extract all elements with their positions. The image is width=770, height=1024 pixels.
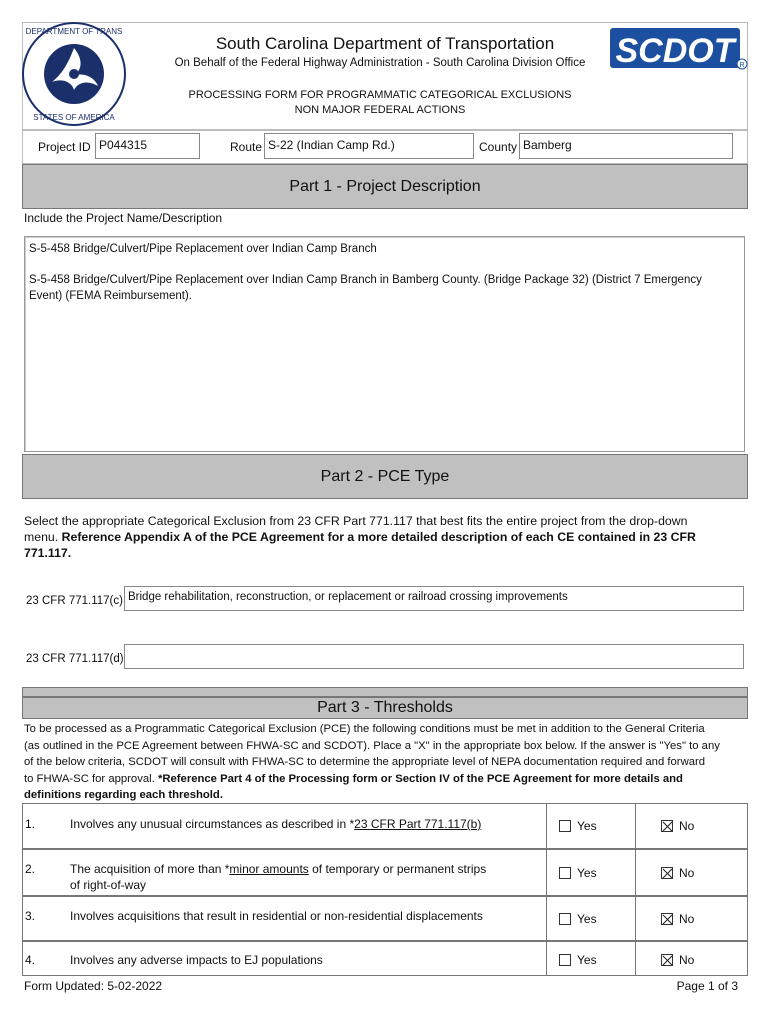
description-line2: S-5-458 Bridge/Culvert/Pipe Replacement over Indian Camp Branch in Bamberg County. (Bridge Package 32) (District 7 Emergency: [29, 274, 702, 286]
no-label: No: [679, 819, 695, 833]
threshold-num: 3.: [25, 909, 36, 923]
svg-text:STATES OF AMERICA: STATES OF AMERICA: [33, 113, 115, 122]
yes-label: Yes: [577, 953, 597, 967]
threshold-text: [70, 816, 481, 832]
yes-option[interactable]: [559, 865, 597, 881]
part3-intro-line4b: *Reference Part 4 of the Processing form or Section IV of the PCE Agreement for more details and: [157, 772, 683, 785]
no-checkbox-checked[interactable]: [661, 867, 673, 879]
col-divider: [635, 850, 636, 895]
part2-instr-line1: Select the appropriate Categorical Exclusion from 23 CFR Part 771.117 that best fits the entire project from the drop-down: [24, 514, 688, 528]
part2-instr-line2b: Reference Appendix A of the PCE Agreement for a more detailed description of each CE contained in 23 CFR: [61, 530, 696, 544]
svg-text:SCDOT: SCDOT: [615, 32, 735, 70]
no-option[interactable]: [661, 952, 694, 968]
col-divider: [546, 850, 547, 895]
yes-checkbox[interactable]: [559, 954, 571, 966]
part3-intro-line5-text: definitions regarding each threshold.: [24, 789, 223, 801]
threshold-num: 4.: [25, 953, 36, 967]
part2-title: Part 2 - PCE Type: [320, 468, 450, 485]
form-title: [150, 88, 610, 118]
part3-top-rule: [22, 687, 748, 697]
part3-intro: [24, 721, 748, 804]
part2-instr-line2: [24, 529, 746, 545]
threshold-text-line2: of right-of-way: [70, 878, 147, 892]
usdot-seal: [20, 20, 128, 128]
description-line3: Event) (FEMA Reimbursement).: [29, 290, 192, 302]
no-option[interactable]: [661, 865, 694, 881]
yes-checkbox[interactable]: [559, 913, 571, 925]
yes-checkbox[interactable]: [559, 820, 571, 832]
part2-instr-line3-text: 771.117.: [24, 546, 72, 560]
yes-option[interactable]: [559, 952, 597, 968]
threshold-text-pre: The acquisition of more than *: [70, 862, 230, 876]
threshold-row-3: [22, 896, 748, 941]
part3-intro-line4: [24, 771, 748, 788]
cfr-link[interactable]: 23 CFR Part 771.117(b): [354, 817, 482, 831]
form-title-line2: NON MAJOR FEDERAL ACTIONS: [294, 104, 466, 116]
part1-description-field[interactable]: [24, 236, 745, 452]
route-label: Route: [230, 140, 263, 154]
svg-text:R: R: [739, 62, 745, 69]
project-id-label: Project ID: [38, 140, 91, 154]
part3-intro-line4a: to FHWA-SC for approval.: [24, 772, 158, 785]
no-label: No: [679, 953, 695, 967]
no-checkbox-checked[interactable]: [661, 820, 673, 832]
route-field[interactable]: S-22 (Indian Camp Rd.): [264, 133, 474, 159]
part1-header: [22, 164, 748, 209]
no-label: No: [679, 912, 695, 926]
county-label: County: [479, 140, 518, 154]
col-divider: [635, 804, 636, 848]
form-updated: Form Updated: 5-02-2022: [24, 979, 163, 993]
no-option[interactable]: [661, 911, 694, 927]
no-label: No: [679, 866, 695, 880]
svg-text:DEPARTMENT OF TRANS: DEPARTMENT OF TRANS: [25, 27, 123, 36]
part3-intro-line3: of the below criteria, SCDOT will consult with FHWA-SC to determine the appropriate level of NEPA documentation required and forward: [24, 756, 706, 768]
col-divider: [635, 897, 636, 940]
threshold-row-2: [22, 849, 748, 896]
page-title: South Carolina Department of Transportation: [215, 34, 555, 53]
col-divider: [546, 897, 547, 940]
page-number: Page 1 of 3: [676, 979, 738, 993]
cfr-c-label: 23 CFR 771.117(c): [26, 595, 123, 607]
part3-header: [22, 697, 748, 719]
threshold-row-4: [22, 941, 748, 976]
part3-intro-line5: [24, 787, 748, 804]
cfr-d-label: 23 CFR 771.117(d): [26, 653, 124, 665]
part1-title: Part 1 - Project Description: [289, 178, 481, 195]
description-line1: S-5-458 Bridge/Culvert/Pipe Replacement over Indian Camp Branch: [29, 243, 377, 255]
threshold-text-pre: Involves any unusual circumstances as described in *: [70, 817, 355, 831]
part1-prompt: Include the Project Name/Description: [24, 211, 223, 225]
yes-option[interactable]: [559, 911, 597, 927]
threshold-text: Involves any adverse impacts to EJ populations: [70, 953, 323, 967]
cfr-d-dropdown[interactable]: [124, 644, 744, 669]
part3-intro-line2: (as outlined in the PCE Agreement between FHWA-SC and SCDOT). Place a "X" in the appropriate box below. If the answer is "Yes" to any: [24, 739, 720, 752]
threshold-text-post: of temporary or permanent strips: [308, 862, 487, 876]
cfr-c-dropdown[interactable]: Bridge rehabilitation, reconstruction, or replacement or railroad crossing improvements: [124, 586, 744, 611]
no-checkbox-checked[interactable]: [661, 954, 673, 966]
county-field[interactable]: Bamberg: [519, 133, 733, 159]
no-checkbox-checked[interactable]: [661, 913, 673, 925]
part3-intro-line1: To be processed as a Programmatic Categorical Exclusion (PCE) the following conditions must be met in addition to the General Criteria: [24, 723, 705, 735]
threshold-num: 1.: [25, 817, 36, 831]
page-subtitle: On Behalf of the Federal Highway Administration - South Carolina Division Office: [174, 57, 586, 69]
part2-instr-line3: [24, 545, 746, 561]
minor-amounts-link[interactable]: minor amounts: [229, 862, 309, 876]
col-divider: [546, 942, 547, 975]
yes-label: Yes: [577, 819, 597, 833]
part2-instr-line2a: menu.: [24, 530, 62, 544]
yes-checkbox[interactable]: [559, 867, 571, 879]
yes-option[interactable]: [559, 818, 597, 834]
yes-label: Yes: [577, 912, 597, 926]
no-option[interactable]: [661, 818, 694, 834]
col-divider: [635, 942, 636, 975]
threshold-text: [70, 861, 510, 893]
part2-instructions: [24, 513, 746, 561]
threshold-num: 2.: [25, 862, 36, 876]
project-id-field[interactable]: P044315: [95, 133, 200, 159]
part3-title: Part 3 - Thresholds: [317, 699, 453, 716]
yes-label: Yes: [577, 866, 597, 880]
threshold-row-1: [22, 803, 748, 849]
threshold-text: Involves acquisitions that result in residential or non-residential displacements: [70, 909, 483, 923]
part2-header: [22, 454, 748, 499]
scdot-logo: [610, 24, 748, 74]
form-title-line1: PROCESSING FORM FOR PROGRAMMATIC CATEGORICAL EXCLUSIONS: [188, 89, 572, 101]
col-divider: [546, 804, 547, 848]
